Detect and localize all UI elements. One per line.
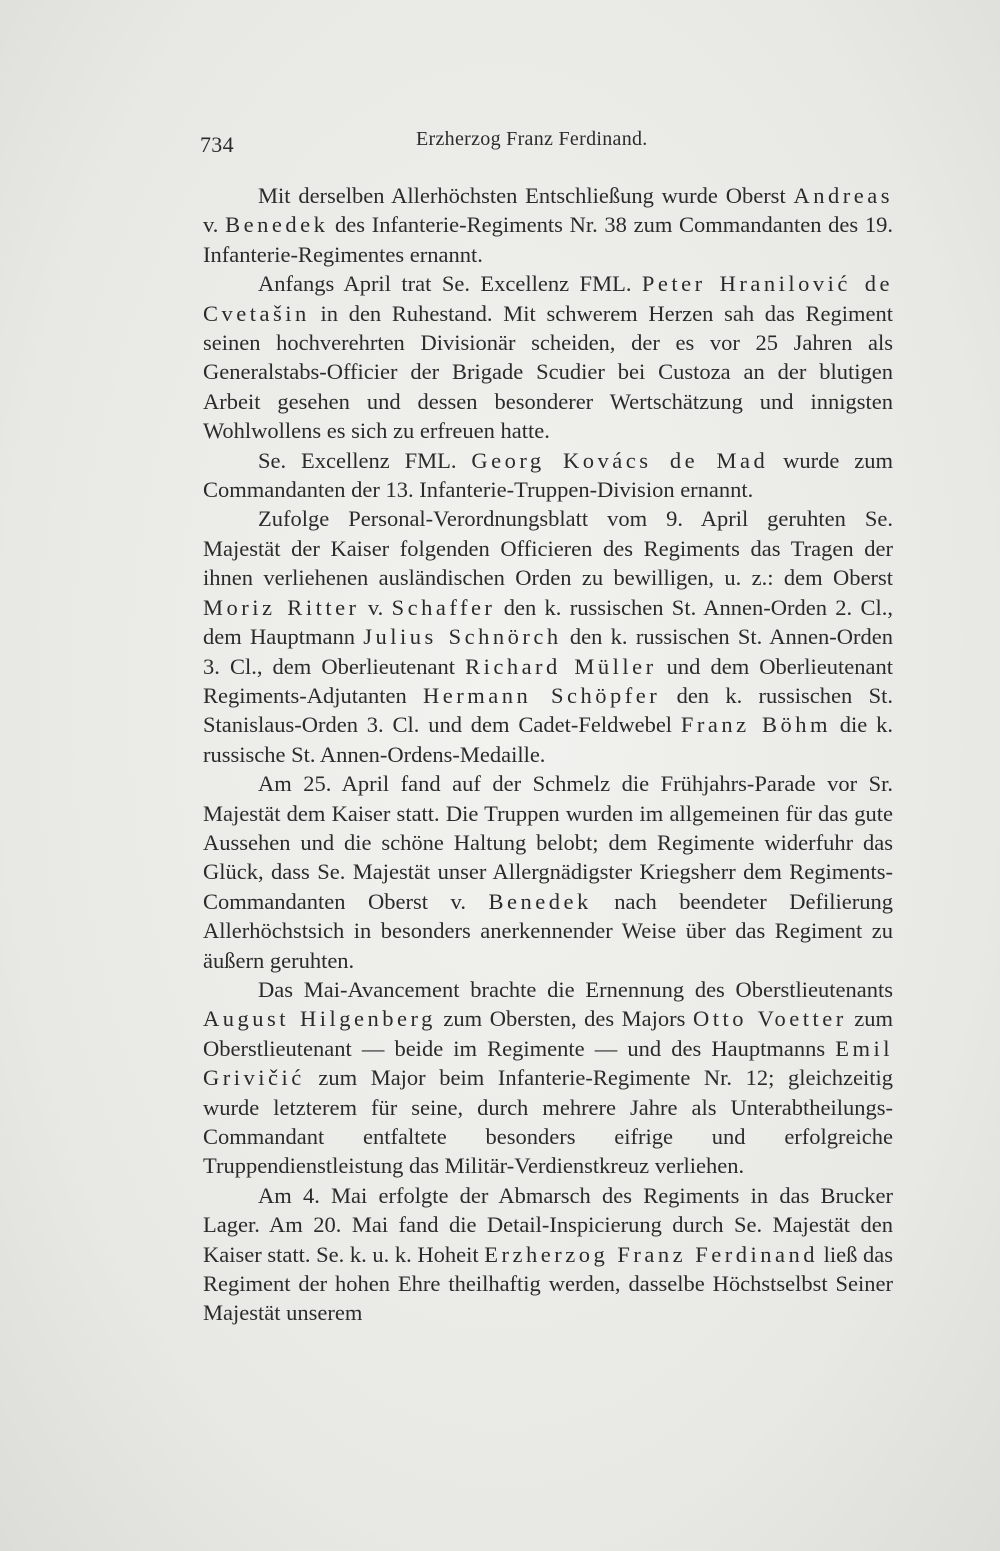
text-segment: Zufolge Personal-Verordnungsblatt vom 9. April geruhten Se. Majestät der Kaiser folgenden Officieren des Regiments das Tragen der ihnen verliehenen ausländischen Orden zu bewilligen, u. z.: dem Oberst (203, 506, 893, 591)
text-segment: in den Ruhestand. Mit schwerem Herzen sah das Regiment seinen hochverehrten Divisionär scheiden, der es vor 25 Jahren als Generalstabs-Officier der Brigade Scudier bei Custoza an der blutigen Arbeit gesehen und dessen besonderer Wertschätzung und innigsten Wohlwollens es sich zu erfreuen hatte. (203, 300, 893, 444)
spaced-name: Richard Müller (465, 653, 657, 679)
paragraph (203, 504, 893, 769)
spaced-name: Benedek (225, 212, 329, 238)
spaced-name: Franz Böhm (680, 712, 831, 738)
text-segment: zum Obersten, des Majors (435, 1006, 693, 1032)
paragraph (203, 446, 893, 505)
spaced-name: Emil Grivičić (203, 1035, 893, 1091)
paragraph (203, 769, 893, 975)
text-segment: den k. russischen St. Annen-Orden 3. Cl., dem Oberlieutenant (203, 624, 893, 679)
text-segment: wurde zum Commandanten der 13. Infanterie-Truppen-Division ernannt. (203, 447, 893, 503)
text-segment: und dem Oberlieutenant Regiments-Adjutanten (203, 653, 893, 708)
text-segment: Am 4. Mai erfolgte der Abmarsch des Regiments in das Brucker Lager. Am 20. Mai fand die Detail-Inspicierung durch Se. Majestät den Kaiser statt. Se. k. u. k. Hoheit (203, 1182, 893, 1267)
running-head: Erzherzog Franz Ferdinand. (416, 128, 648, 150)
spaced-name: Andreas (793, 183, 893, 208)
page-number: 734 (200, 132, 234, 157)
body-text (203, 181, 893, 1328)
paragraph (203, 181, 893, 269)
spaced-name: Moriz Ritter (203, 594, 360, 620)
spaced-name: Georg Kovács de Mad (471, 447, 769, 473)
spaced-name: Erzherzog Franz Ferdinand (484, 1241, 818, 1267)
text-segment: die k. russische St. Annen-Ordens-Medaille. (203, 712, 893, 767)
spaced-name: Julius Schnörch (363, 624, 562, 650)
text-segment: den k. russischen St. Stanislaus-Orden 3. Cl. und dem Cadet-Feldwebel (203, 682, 893, 738)
spaced-name: Schaffer (391, 594, 496, 620)
text-segment: v. (203, 212, 226, 238)
text-segment: zum Major beim Infanterie-Regimente Nr. 12; gleichzeitig wurde letzterem für seine, durch mehrere Jahre als Unterabtheilungs-Commandant entfaltete besonders eifrige und erfolgreiche Truppendienstleistung das Militär-Verdienstkreuz verliehen. (203, 1065, 893, 1179)
text-segment: Anfangs April trat Se. Excellenz FML. (258, 271, 642, 297)
text-segment: des Infanterie-Regiments Nr. 38 zum Commandanten des 19. Infanterie-Regimentes ernannt. (203, 212, 893, 267)
text-segment: Se. Excellenz FML. (258, 447, 472, 473)
spaced-name: Hermann Schöpfer (423, 682, 661, 708)
spaced-name: Otto Voetter (692, 1006, 847, 1032)
text-segment: Am 25. April fand auf der Schmelz die Frühjahrs-Parade vor Sr. Majestät dem Kaiser statt. Die Truppen wurden im allgemeinen für das gute Aussehen und die schöne Haltung belobt; dem Regimente widerfuhr das Glück, dass Se. Majestät unser Allergnädigster Kriegsherr dem Regiments-Commandanten Oberst v. (203, 771, 893, 914)
paragraph (203, 269, 893, 445)
spaced-name: Benedek (488, 888, 592, 914)
text-segment: Das Mai-Avancement brachte die Ernennung des Oberstlieutenants (258, 976, 893, 1002)
text-segment: v. (359, 594, 392, 620)
paragraph (203, 1181, 893, 1328)
text-segment: den k. russischen St. Annen-Orden 2. Cl., dem Hauptmann (203, 594, 893, 650)
text-segment: nach beendeter Defilierung Allerhöchstsich in besonders anerkennender Weise über das Regiment zu äußern geruhten. (203, 888, 893, 973)
spaced-name: Peter Hranilović de Cvetašin (203, 271, 893, 326)
text-segment: zum Oberstlieutenant — beide im Regimente — und des Hauptmanns (203, 1006, 893, 1061)
page-header (200, 126, 890, 160)
text-segment: Mit derselben Allerhöchsten Entschließung wurde Oberst (258, 183, 794, 208)
paragraph (203, 975, 893, 1181)
spaced-name: August Hilgenberg (203, 1006, 436, 1032)
text-segment: ließ das Regiment der hohen Ehre theilhaftig werden, dasselbe Höchstselbst Seiner Majestät unserem (203, 1241, 893, 1326)
